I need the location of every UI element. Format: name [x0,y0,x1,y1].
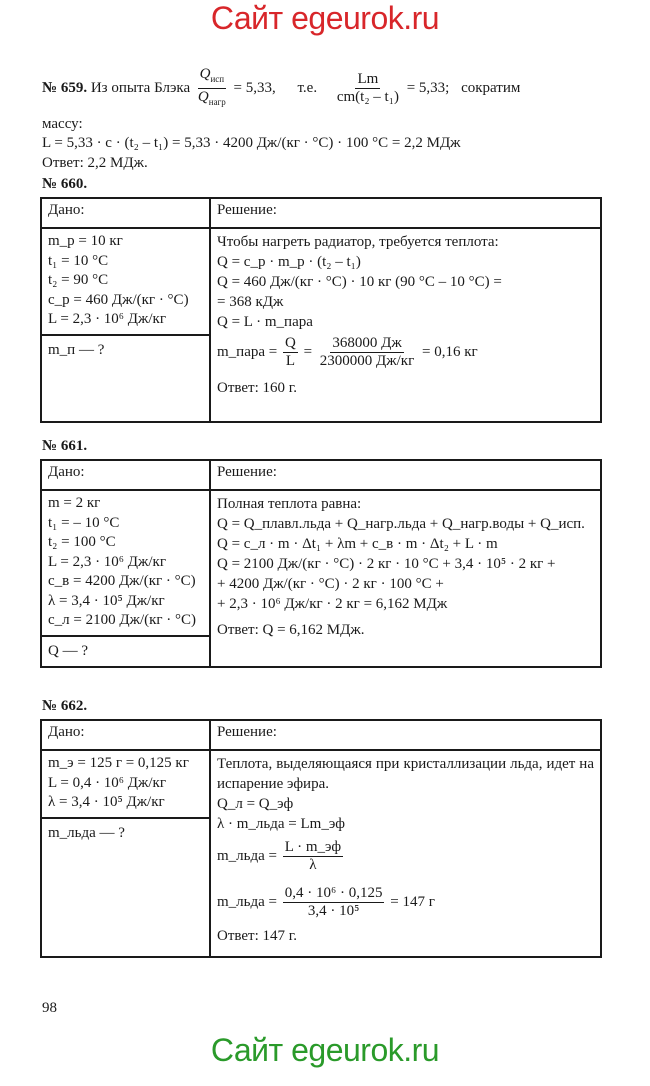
given-item: m_p = 10 кг [48,233,123,249]
solution-answer: Ответ: Q = 6,162 МДж. [217,622,365,638]
solution-line: = 368 кДж [217,294,284,310]
fraction-lm: $\frac{Lm}{\text{cm(t₂ – t₁)}}$ [336,71,399,105]
solution-line: Полная теплота равна: [217,496,362,512]
solution-header: Решение: [210,460,601,490]
find-item: m_льда — ? [42,817,209,953]
find-item: Q — ? [42,635,209,663]
solution-answer: Ответ: 160 г. [217,380,297,396]
site-watermark-bottom: Сайт egeurok.ru [210,1032,440,1068]
solution-cell [210,228,601,422]
problem-659-line1: № 659. Из опыта Блэка $\frac{Q_{исп}}{Q_{нагр}}$ = 5,33, т.е. $\frac{Lm}{\text{cm(t₂ – t₁)}}$ = 5,33; сократим [42,66,520,111]
given-item: L = 0,4 · 10⁶ Дж/кг [48,774,166,791]
page-number: 98 [42,1000,57,1016]
problem-661-number: № 661. [42,438,88,454]
given-cell [41,490,210,667]
given-item: λ = 3,4 · 10⁵ Дж/кг [48,794,165,810]
solution-line: Q = 2100 Дж/(кг · °С) · 2 кг · 10 °С + 3,4 · 10⁵ · 2 кг + [217,556,556,572]
given-item: t₁ = – 10 °С [48,514,120,531]
problem-659-line2: массу: [42,116,83,132]
solution-line: Чтобы нагреть радиатор, требуется теплота: [217,234,499,250]
problem-659-number: № 659. [42,79,88,96]
solution-line: Теплота, выделяющаяся при кристаллизации льда, идет на испарение эфира. [217,756,594,792]
given-header: Дано: [41,720,210,750]
solution-fraction-line: m_льда = $\frac{L \cdot m\_эф}{\lambda}$ [217,839,342,874]
given-item: t₂ = 90 °С [48,272,109,288]
solution-header: Решение: [210,720,601,750]
solution-line: Q = c_р · m_р · (t₂ – t₁) [217,254,361,270]
solution-line: Q = L · m_пара [217,314,313,330]
given-header: Дано: [41,198,210,228]
problem-662-table [40,719,602,958]
solution-line: Q = Q_плавл.льда + Q_нагр.льда + Q_нагр.воды + Q_исп. [217,516,585,532]
solution-line: Q = c_л · m · Δt₁ + λm + c_в · m · Δt₂ + L · m [217,536,498,552]
problem-662-number: № 662. [42,698,88,714]
solution-header: Решение: [210,198,601,228]
given-item: c_p = 460 Дж/(кг · °С) [48,291,189,308]
problem-661-table [40,459,602,668]
given-cell [41,228,210,422]
given-cell [41,750,210,957]
given-item: t₁ = 10 °С [48,252,109,269]
given-item: c_л = 2100 Дж/(кг · °С) [48,612,197,628]
site-watermark-top: Сайт egeurok.ru [210,0,440,36]
given-item: m = 2 кг [48,495,101,511]
solution-cell [210,490,601,667]
given-item: t₂ = 100 °С [48,534,116,550]
problem-659-answer: Ответ: 2,2 МДж. [42,155,148,171]
solution-line: + 2,3 · 10⁶ Дж/кг · 2 кг = 6,162 МДж [217,596,448,612]
solution-line: λ · m_льда = Lm_эф [217,816,345,832]
find-item: m_п — ? [42,334,209,418]
given-item: λ = 3,4 · 10⁵ Дж/кг [48,592,165,609]
problem-659-intro: Из опыта Блэка [90,79,191,96]
given-item: m_э = 125 г = 0,125 кг [48,755,189,771]
problem-659-formula: L = 5,33 · c · (t₂ – t₁) = 5,33 · 4200 Дж/(кг · °С) · 100 °С = 2,2 МДж [42,135,461,151]
solution-line: + 4200 Дж/(кг · °С) · 2 кг · 100 °С + [217,576,444,592]
given-item: c_в = 4200 Дж/(кг · °С) [48,573,196,589]
solution-line: Q = 460 Дж/(кг · °С) · 10 кг (90 °С – 10 °С) = [217,274,502,290]
given-item: L = 2,3 · 10⁶ Дж/кг [48,553,166,570]
fraction-q-ratio: $\frac{Q_{исп}}{Q_{нагр}}$ [197,66,226,107]
solution-fraction-line: m_льда = $\frac{\text{0,4 · 10⁶ · 0,125}}{\text{3,4 · 10⁵}}$ = 147 г [217,885,435,920]
solution-cell [210,750,601,957]
given-header: Дано: [41,460,210,490]
problem-660-table [40,197,602,423]
problem-660-number: № 660. [42,176,88,192]
solution-fraction-line: m_пара = $\frac{Q}{L}$ = $\frac{368000 Дж}{2300000 Дж/кг}$ = 0,16 кг [217,335,478,370]
solution-answer: Ответ: 147 г. [217,928,297,944]
solution-line: Q_л = Q_эф [217,796,294,812]
given-item: L = 2,3 · 10⁶ Дж/кг [48,311,166,327]
